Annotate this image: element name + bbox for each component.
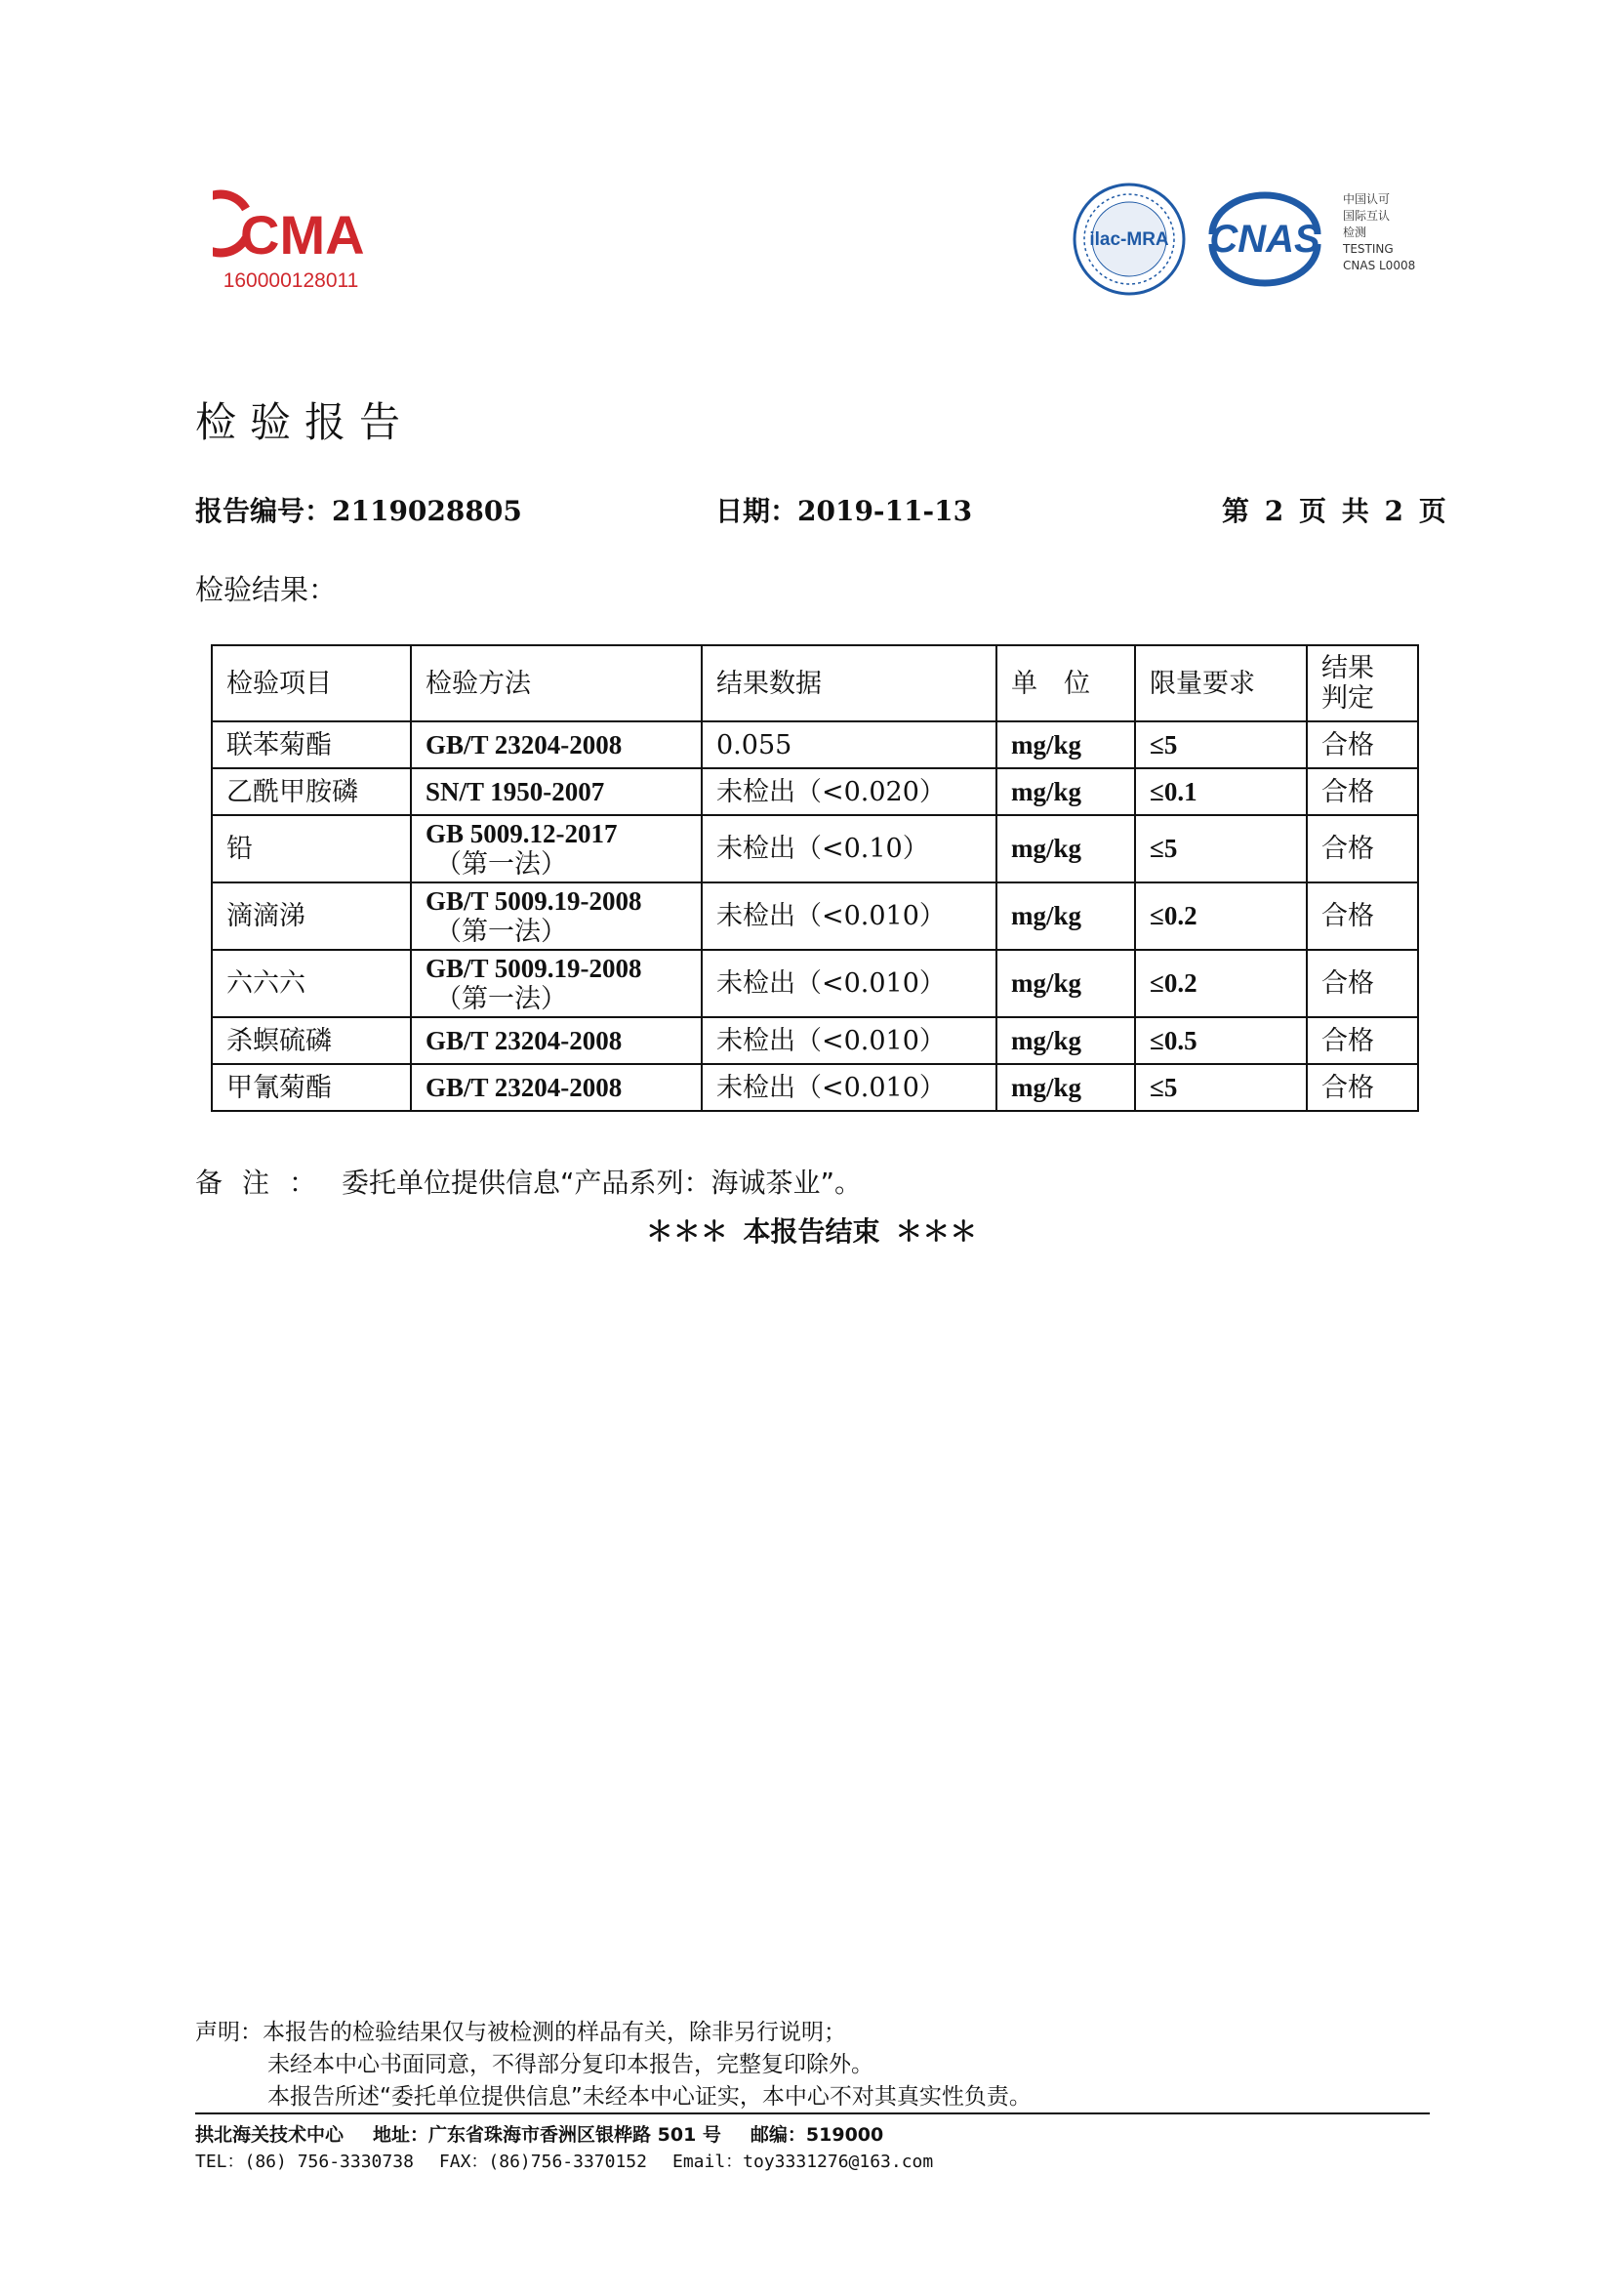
cell-unit: mg/kg: [996, 768, 1135, 815]
cnas-caption: [1343, 191, 1460, 274]
cell-verdict: 合格: [1307, 950, 1418, 1017]
cell-method: [411, 721, 702, 768]
cell-method: [411, 1017, 702, 1064]
cell-verdict: 合格: [1307, 721, 1418, 768]
header-unit: 单 位: [996, 645, 1135, 721]
method-code: GB/T 23204-2008: [426, 729, 623, 759]
remark: [195, 1162, 862, 1201]
cell-method: [411, 768, 702, 815]
cell-verdict: 合格: [1307, 815, 1418, 882]
cell-item: 甲氰菊酯: [212, 1064, 411, 1111]
cma-logo-text: CMA: [240, 204, 365, 266]
header-method: 检验方法: [411, 645, 702, 721]
method-code: GB/T 23204-2008: [426, 1025, 623, 1055]
cell-verdict: 合格: [1307, 768, 1418, 815]
ilac-logo-text: ilac-MRA: [1089, 229, 1169, 250]
cell-unit: mg/kg: [996, 1017, 1135, 1064]
footer-org-line: [195, 2120, 913, 2147]
results-label: 检验结果：: [195, 573, 338, 606]
cnas-logo-text: CNAS: [1209, 218, 1320, 261]
disclaimer-line: 声明：本报告的检验结果仅与被检测的样品有关，除非另行说明；: [195, 2020, 846, 2045]
method-variant: （第一法）: [435, 848, 567, 880]
disclaimer-line: 未经本中心书面同意，不得部分复印本报告，完整复印除外。: [267, 2052, 873, 2077]
cell-method: [411, 815, 702, 882]
table-row: [212, 721, 1418, 768]
results-table: [211, 644, 1419, 1112]
cell-unit: mg/kg: [996, 815, 1135, 882]
footer-postcode: 邮编：519000: [750, 2124, 884, 2146]
remark-label: 备注：: [195, 1167, 337, 1199]
ilac-mra-logo: [1072, 182, 1187, 297]
cnas-caption-line: 中国认可: [1343, 192, 1391, 206]
cell-limit: ≤0.1: [1135, 768, 1307, 815]
disclaimer-line: 本报告所述“委托单位提供信息”未经本中心证实，本中心不对其真实性负责。: [267, 2084, 1032, 2110]
header-verdict-line2: 判定: [1321, 683, 1374, 714]
cell-item: 滴滴涕: [212, 882, 411, 950]
footer-email: Email：toy3331276@163.com: [671, 2152, 934, 2172]
cell-item: 联苯菊酯: [212, 721, 411, 768]
cell-unit: mg/kg: [996, 950, 1135, 1017]
table-row: [212, 1064, 1418, 1111]
table-row: [212, 1017, 1418, 1064]
method-variant: （第一法）: [435, 916, 567, 947]
cnas-caption-line: 检测: [1343, 226, 1367, 239]
cell-limit: ≤0.5: [1135, 1017, 1307, 1064]
remark-text: 委托单位提供信息“产品系列：海诚茶业”。: [342, 1167, 863, 1199]
cell-verdict: 合格: [1307, 1017, 1418, 1064]
header-verdict: [1307, 645, 1418, 721]
cell-result: 未检出（<0.010）: [702, 950, 996, 1017]
method-variant: （第一法）: [435, 983, 567, 1014]
cell-limit: ≤0.2: [1135, 950, 1307, 1017]
cell-limit: ≤5: [1135, 721, 1307, 768]
cell-result: 未检出（<0.10）: [702, 815, 996, 882]
cnas-caption-line: 国际互认: [1343, 209, 1391, 223]
footer-divider: [195, 2112, 1430, 2114]
table-row: [212, 882, 1418, 950]
header-result: 结果数据: [702, 645, 996, 721]
cell-item: 杀螟硫磷: [212, 1017, 411, 1064]
cnas-caption-line: CNAS L0008: [1343, 259, 1416, 272]
cell-result: 未检出（<0.010）: [702, 1064, 996, 1111]
cell-method: [411, 1064, 702, 1111]
method-code: SN/T 1950-2007: [426, 776, 605, 806]
header-limit: 限量要求: [1135, 645, 1307, 721]
table-row: [212, 950, 1418, 1017]
cell-verdict: 合格: [1307, 882, 1418, 950]
page-indicator: 第 2 页 共 2 页: [1222, 495, 1446, 527]
report-date: 日期：2019-11-13: [715, 495, 973, 527]
cma-number: 160000128011: [223, 269, 359, 292]
report-number: 报告编号：2119028805: [195, 495, 522, 527]
cnas-logo: [1198, 185, 1331, 293]
method-code: GB/T 23204-2008: [426, 1072, 623, 1102]
cell-limit: ≤5: [1135, 1064, 1307, 1111]
cell-verdict: 合格: [1307, 1064, 1418, 1111]
disclaimer: [195, 2017, 1032, 2113]
table-row: [212, 815, 1418, 882]
cell-limit: ≤0.2: [1135, 882, 1307, 950]
cell-item: 六六六: [212, 950, 411, 1017]
footer-contact-line: [195, 2148, 958, 2173]
cell-result: 0.055: [702, 721, 996, 768]
footer-org: 拱北海关技术中心: [195, 2124, 345, 2146]
cell-item: 乙酰甲胺磷: [212, 768, 411, 815]
header-item: 检验项目: [212, 645, 411, 721]
cell-unit: mg/kg: [996, 721, 1135, 768]
table-header-row: [212, 645, 1418, 721]
cnas-caption-line: TESTING: [1343, 242, 1394, 256]
footer-address: 地址：广东省珠海市香洲区银桦路 501 号: [373, 2124, 721, 2146]
method-code: GB 5009.12-2017: [426, 818, 618, 848]
cell-unit: mg/kg: [996, 1064, 1135, 1111]
method-code: GB/T 5009.19-2008: [426, 885, 642, 916]
cell-unit: mg/kg: [996, 882, 1135, 950]
cell-item: 铅: [212, 815, 411, 882]
cell-result: 未检出（<0.010）: [702, 882, 996, 950]
footer-tel: TEL：(86) 756-3330738: [195, 2152, 414, 2172]
header-verdict-line1: 结果: [1321, 653, 1374, 683]
cell-result: 未检出（<0.020）: [702, 768, 996, 815]
cell-result: 未检出（<0.010）: [702, 1017, 996, 1064]
table-row: [212, 768, 1418, 815]
cell-limit: ≤5: [1135, 815, 1307, 882]
document-title: 检验报告: [195, 398, 415, 446]
cell-method: [411, 882, 702, 950]
end-of-report-marker: ＊＊＊ 本报告结束 ＊＊＊: [645, 1215, 978, 1248]
cell-method: [411, 950, 702, 1017]
method-code: GB/T 5009.19-2008: [426, 953, 642, 983]
footer-fax: FAX：(86)756-3370152: [438, 2152, 647, 2172]
